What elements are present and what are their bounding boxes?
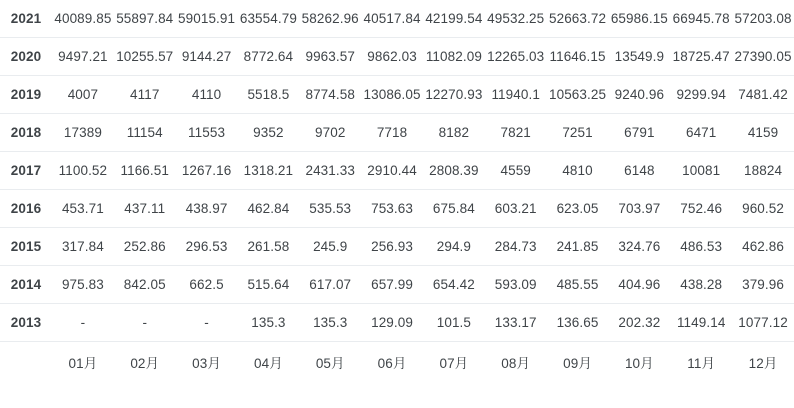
- row-year-label: 2019: [0, 76, 52, 114]
- table-cell: 654.42: [423, 266, 485, 304]
- table-cell: 11553: [176, 114, 238, 152]
- table-cell: 10255.57: [114, 38, 176, 76]
- month-header-cell: 07月: [439, 356, 469, 371]
- table-cell: 12265.03: [485, 38, 547, 76]
- table-cell: 101.5: [423, 304, 485, 342]
- table-cell: 11940.1: [485, 76, 547, 114]
- table-cell: -: [114, 304, 176, 342]
- table-cell: 6791: [608, 114, 670, 152]
- month-header-cell: 08月: [501, 356, 531, 371]
- table-cell: 9352: [237, 114, 299, 152]
- table-row: [0, 76, 794, 114]
- table-cell: 453.71: [52, 190, 114, 228]
- month-header-cell: 11月: [687, 356, 716, 371]
- table-cell: 438.28: [670, 266, 732, 304]
- month-header-row: [0, 342, 794, 383]
- table-cell: 1077.12: [732, 304, 794, 342]
- table-cell: 9144.27: [176, 38, 238, 76]
- table-cell: 4007: [52, 76, 114, 114]
- table-cell: 7821: [485, 114, 547, 152]
- table-cell: 294.9: [423, 228, 485, 266]
- table-cell: 8182: [423, 114, 485, 152]
- table-cell: 2910.44: [361, 152, 423, 190]
- table-cell: 58262.96: [299, 0, 361, 38]
- table-cell: 6148: [608, 152, 670, 190]
- table-cell: 13549.9: [608, 38, 670, 76]
- table-cell: 296.53: [176, 228, 238, 266]
- table-cell: 17389: [52, 114, 114, 152]
- row-year-label: 2013: [0, 304, 52, 342]
- row-year-label: 2015: [0, 228, 52, 266]
- corner-cell: [0, 342, 52, 383]
- table-cell: 657.99: [361, 266, 423, 304]
- table-cell: 4159: [732, 114, 794, 152]
- table-cell: 136.65: [547, 304, 609, 342]
- table-cell: 261.58: [237, 228, 299, 266]
- table-row: [0, 304, 794, 342]
- table-cell: 7481.42: [732, 76, 794, 114]
- table-row: [0, 266, 794, 304]
- table-cell: 13086.05: [361, 76, 423, 114]
- table-row: [0, 114, 794, 152]
- table-cell: 252.86: [114, 228, 176, 266]
- table-cell: 59015.91: [176, 0, 238, 38]
- table-cell: 49532.25: [485, 0, 547, 38]
- month-header-cell: 12月: [748, 356, 778, 371]
- table-cell: 10563.25: [547, 76, 609, 114]
- row-year-label: 2021: [0, 0, 52, 38]
- table-cell: 437.11: [114, 190, 176, 228]
- table-cell: 975.83: [52, 266, 114, 304]
- table-cell: 66945.78: [670, 0, 732, 38]
- table-row: [0, 152, 794, 190]
- table-cell: 129.09: [361, 304, 423, 342]
- month-header-cell: 01月: [68, 356, 98, 371]
- table-row: [0, 228, 794, 266]
- table-cell: 5518.5: [237, 76, 299, 114]
- table-cell: 256.93: [361, 228, 423, 266]
- table-cell: 40517.84: [361, 0, 423, 38]
- row-year-label: 2014: [0, 266, 52, 304]
- table-cell: 65986.15: [608, 0, 670, 38]
- table-cell: 11154: [114, 114, 176, 152]
- table-cell: 42199.54: [423, 0, 485, 38]
- month-header-cell: 05月: [315, 356, 345, 371]
- table-cell: 57203.08: [732, 0, 794, 38]
- table-cell: 18824: [732, 152, 794, 190]
- month-header-cell: 03月: [192, 356, 221, 371]
- table-cell: 462.86: [732, 228, 794, 266]
- table-cell: 7718: [361, 114, 423, 152]
- table-cell: 842.05: [114, 266, 176, 304]
- month-header-cell: 06月: [377, 356, 407, 371]
- table-cell: 245.9: [299, 228, 361, 266]
- table-cell: 1318.21: [237, 152, 299, 190]
- table-cell: 960.52: [732, 190, 794, 228]
- row-year-label: 2016: [0, 190, 52, 228]
- table-cell: 52663.72: [547, 0, 609, 38]
- table-cell: 10081: [670, 152, 732, 190]
- table-cell: 462.84: [237, 190, 299, 228]
- table-cell: 515.64: [237, 266, 299, 304]
- table-cell: 9702: [299, 114, 361, 152]
- table-cell: 27390.05: [732, 38, 794, 76]
- table-cell: 8774.58: [299, 76, 361, 114]
- table-cell: 324.76: [608, 228, 670, 266]
- table-cell: 486.53: [670, 228, 732, 266]
- table-row: [0, 38, 794, 76]
- table-cell: 12270.93: [423, 76, 485, 114]
- table-cell: 1100.52: [52, 152, 114, 190]
- table-cell: 4117: [114, 76, 176, 114]
- table-cell: 7251: [547, 114, 609, 152]
- table-cell: 135.3: [299, 304, 361, 342]
- table-cell: -: [52, 304, 114, 342]
- table-cell: 4810: [547, 152, 609, 190]
- table-cell: 623.05: [547, 190, 609, 228]
- table-row: [0, 190, 794, 228]
- table-cell: 4559: [485, 152, 547, 190]
- table-cell: 11646.15: [547, 38, 609, 76]
- row-year-label: 2018: [0, 114, 52, 152]
- table-cell: 9240.96: [608, 76, 670, 114]
- table-cell: 284.73: [485, 228, 547, 266]
- table-cell: 379.96: [732, 266, 794, 304]
- row-year-label: 2020: [0, 38, 52, 76]
- table-cell: 2808.39: [423, 152, 485, 190]
- table-cell: 18725.47: [670, 38, 732, 76]
- table-cell: 2431.33: [299, 152, 361, 190]
- table-row: [0, 0, 794, 38]
- table-cell: -: [176, 304, 238, 342]
- table-cell: 6471: [670, 114, 732, 152]
- table-cell: 8772.64: [237, 38, 299, 76]
- table-cell: 662.5: [176, 266, 238, 304]
- month-header-cell: 04月: [253, 356, 283, 371]
- table-cell: 438.97: [176, 190, 238, 228]
- table-cell: 241.85: [547, 228, 609, 266]
- table-cell: 1166.51: [114, 152, 176, 190]
- table-cell: 535.53: [299, 190, 361, 228]
- table-cell: 63554.79: [237, 0, 299, 38]
- table-cell: 603.21: [485, 190, 547, 228]
- table-cell: 133.17: [485, 304, 547, 342]
- table-cell: 317.84: [52, 228, 114, 266]
- table-cell: 752.46: [670, 190, 732, 228]
- table-cell: 9963.57: [299, 38, 361, 76]
- table-cell: 485.55: [547, 266, 609, 304]
- table-cell: 9497.21: [52, 38, 114, 76]
- table-cell: 675.84: [423, 190, 485, 228]
- table-cell: 404.96: [608, 266, 670, 304]
- row-year-label: 2017: [0, 152, 52, 190]
- table-cell: 11082.09: [423, 38, 485, 76]
- table-cell: 135.3: [237, 304, 299, 342]
- month-header-cell: 09月: [563, 356, 592, 371]
- table-cell: 617.07: [299, 266, 361, 304]
- table-cell: 1149.14: [670, 304, 732, 342]
- month-header-cell: 02月: [130, 356, 160, 371]
- table-cell: 55897.84: [114, 0, 176, 38]
- table-cell: 703.97: [608, 190, 670, 228]
- table-cell: 9299.94: [670, 76, 732, 114]
- table-cell: 1267.16: [176, 152, 238, 190]
- table-cell: 593.09: [485, 266, 547, 304]
- table-cell: 4110: [176, 76, 238, 114]
- table-cell: 202.32: [608, 304, 670, 342]
- table-cell: 9862.03: [361, 38, 423, 76]
- table-cell: 40089.85: [52, 0, 114, 38]
- month-header-cell: 10月: [624, 356, 654, 371]
- table-cell: 753.63: [361, 190, 423, 228]
